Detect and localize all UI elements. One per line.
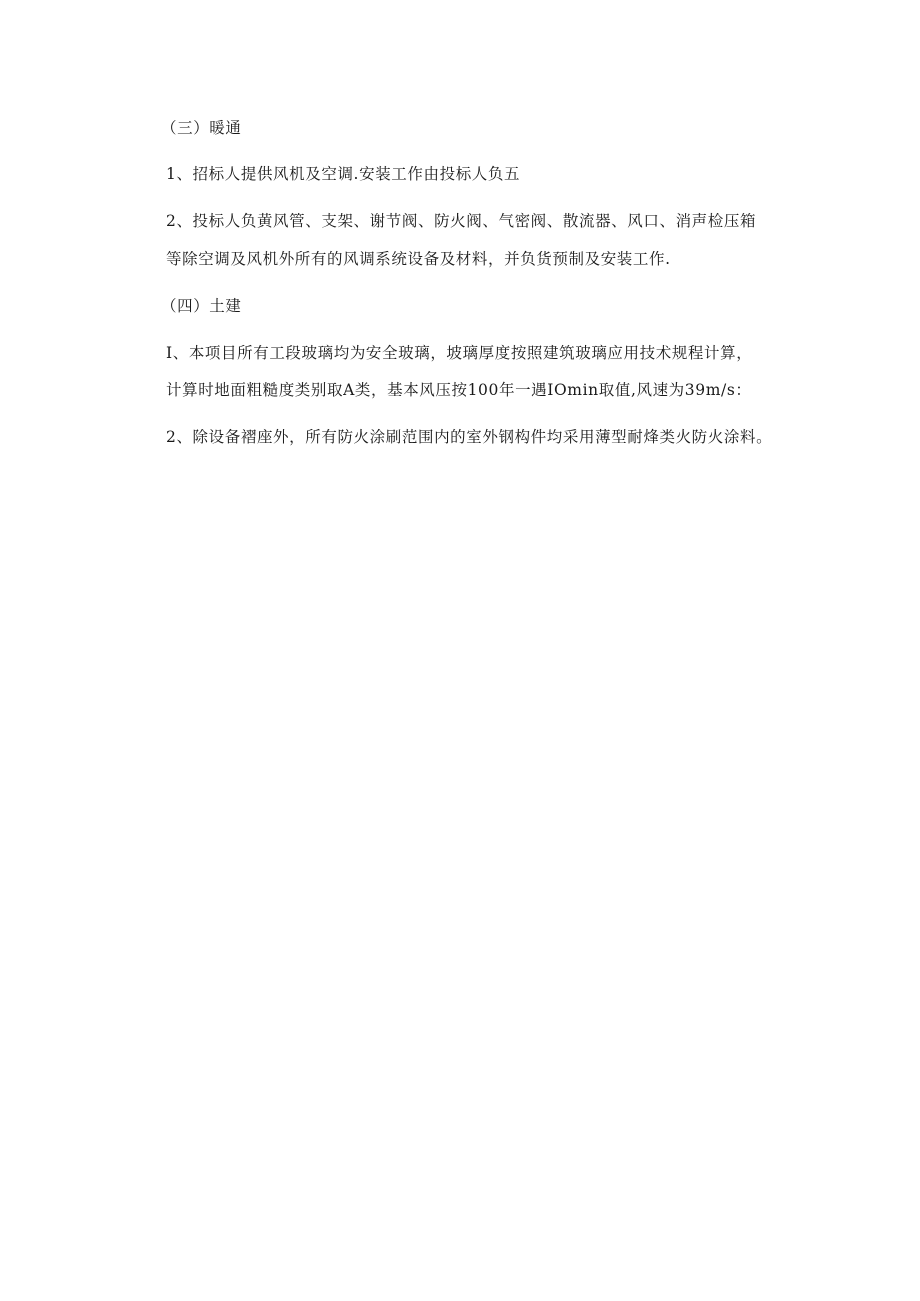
hvac-item-2-line-1: 2、投标人负黄风管、支架、谢节阀、防火阀、气密阀、散流器、风口、消声检压箱 [166, 212, 757, 230]
civil-item-1-line-1: I、本项目所有工段玻璃均为安全玻璃，坡璃厚度按照建筑玻璃应用技术规程计算， [166, 344, 753, 362]
section-heading-hvac: （三）暖通 [161, 119, 242, 137]
section-heading-civil: （四）土建 [161, 297, 242, 315]
civil-item-1-line-2: 计算时地面粗糙度类别取A类，基本风压按100年一遇IOmin取值,风速为39m/s： [166, 381, 752, 399]
hvac-item-1: 1、招标人提供风机及空调.安装工作由投标人负五 [166, 165, 521, 183]
hvac-item-2-line-2: 等除空调及风机外所有的风调系统设备及材料，并负货预制及安装工作. [166, 250, 671, 268]
civil-item-2: 2、除设备褶座外，所有防火涂刷范围内的室外钢构件均采用薄型耐烽类火防火涂料。 [166, 428, 773, 446]
